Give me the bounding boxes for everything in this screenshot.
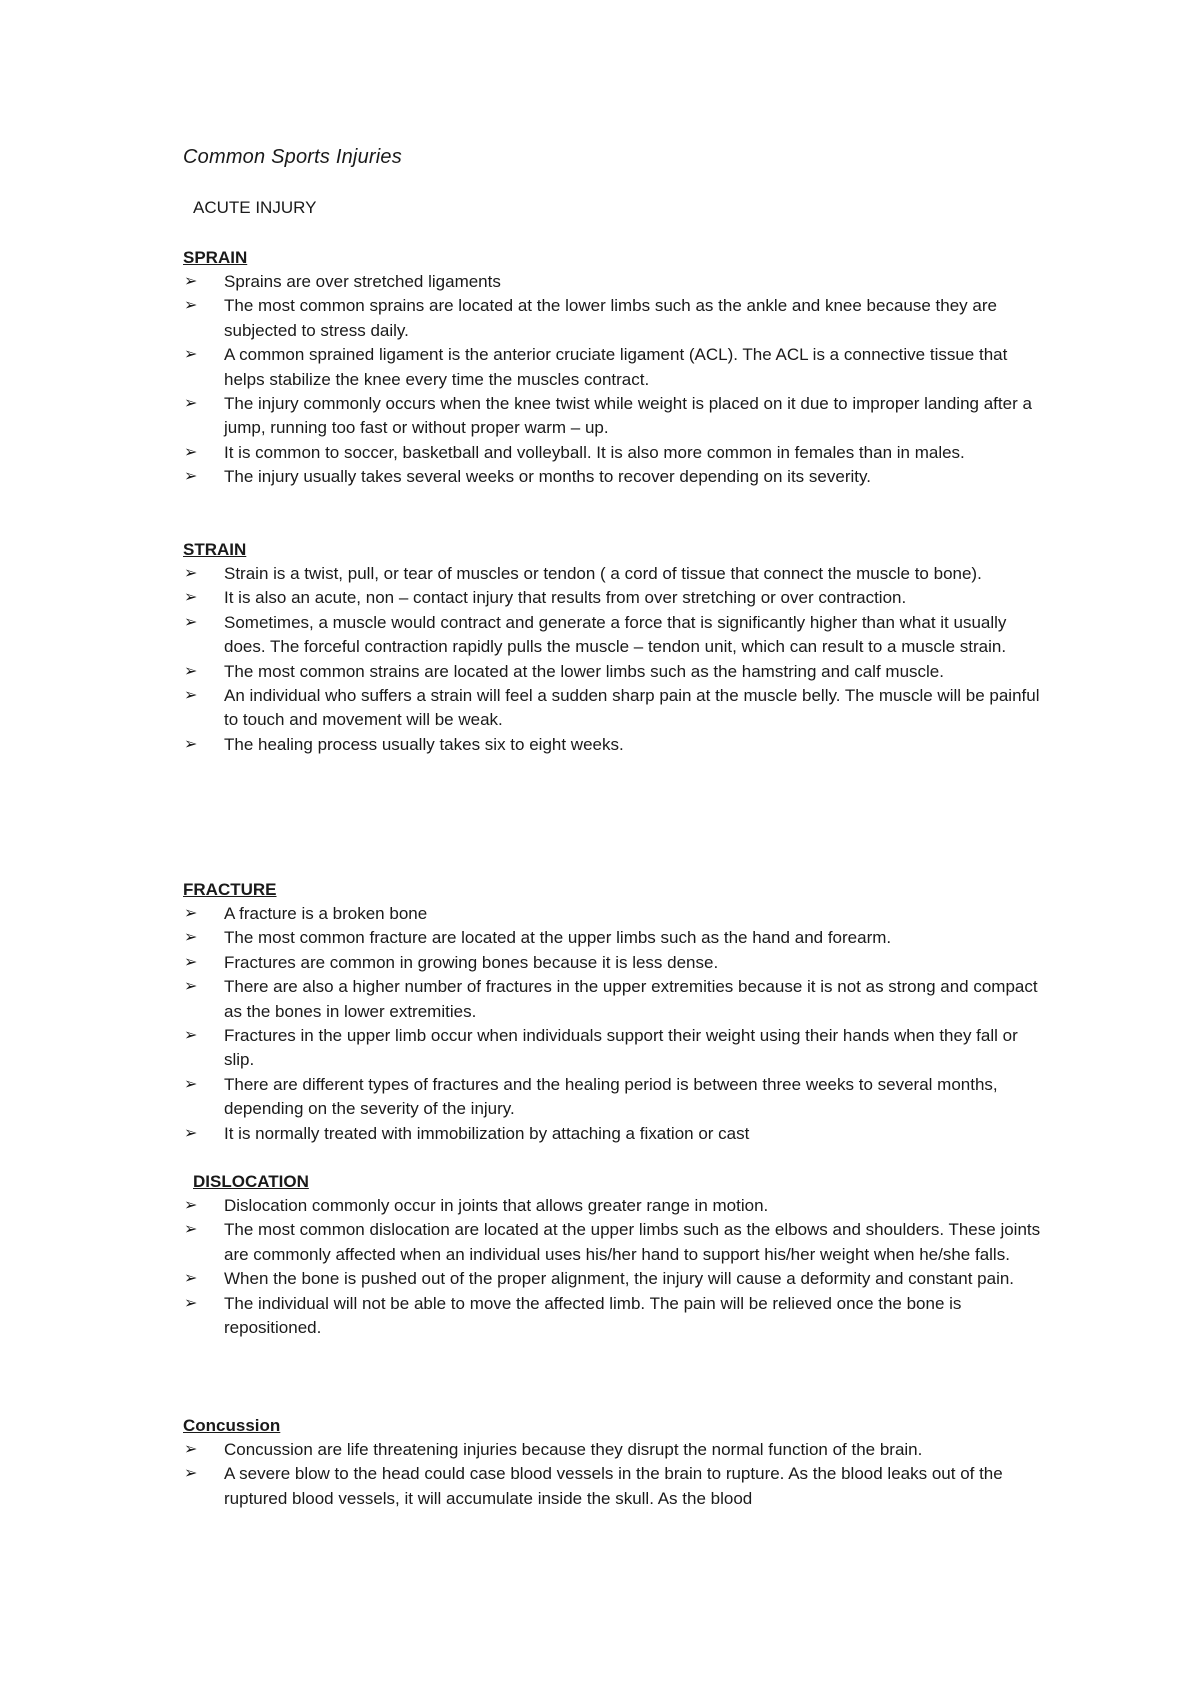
document-subtitle: ACUTE INJURY [193,198,317,217]
arrow-bullet-icon: ➢ [184,395,198,413]
list-item [183,1218,1053,1267]
list-item-text: The injury commonly occurs when the knee twist while weight is placed on it due to improper landing after a jump, running too fast or without proper warm – up. [224,394,1032,438]
list-item [183,1122,1043,1146]
arrow-bullet-icon: ➢ [184,953,198,971]
list-item-text: A fracture is a broken bone [224,904,428,923]
arrow-bullet-icon: ➢ [184,1465,198,1483]
list-item-text: The most common fracture are located at the upper limbs such as the hand and forearm. [224,928,892,948]
list-item-text: It is also an acute, non – contact injury that results from over stretching or over contraction. [224,588,907,608]
arrow-bullet-icon: ➢ [184,929,198,947]
section-heading: FRACTURE [183,880,277,899]
list-item [183,441,1043,465]
list-item-text: There are also a higher number of fractures in the upper extremities because it is not as strong and compact as the bones in lower extremities. [224,977,1038,1021]
document-title: Common Sports Injuries [183,146,402,168]
list-item [183,1462,1043,1511]
arrow-bullet-icon: ➢ [184,1027,198,1045]
list-item [183,1194,1053,1218]
list-item-text: Fractures are common in growing bones because it is less dense. [224,952,719,972]
list-item-text: Fractures in the upper limb occur when individuals support their weight using their hands when they fall or slip. [224,1026,1018,1070]
list-item-text: It is normally treated with immobilization by attaching a fixation or cast [224,1123,750,1143]
list-item [183,975,1043,1024]
list-item-text: When the bone is pushed out of the proper alignment, the injury will cause a deformity and constant pain. [224,1269,1015,1289]
bullet-list [183,562,1043,757]
arrow-bullet-icon: ➢ [184,468,198,486]
list-item-text: A severe blow to the head could case blood vessels in the brain to rupture. As the blood leaks out of the ruptured blood vessels, it will accumulate inside the skull. As the blood [224,1464,1003,1508]
arrow-bullet-icon: ➢ [184,565,198,582]
list-item [183,465,1043,489]
bullet-list [183,1438,1043,1511]
section-concussion [183,1414,1043,1511]
section-fracture [183,878,1043,1146]
list-item-text: Strain is a twist, pull, or tear of muscles or tendon ( a cord of tissue that connect the muscle to bone). [224,564,982,583]
arrow-bullet-icon: ➢ [184,1124,198,1142]
list-item-text: The most common strains are located at the lower limbs such as the hamstring and calf muscle. [224,661,944,681]
bullet-list [183,902,1043,1146]
list-item-text: It is common to soccer, basketball and volleyball. It is also more common in females than in males. [224,442,965,462]
arrow-bullet-icon: ➢ [184,443,198,461]
bullet-list [183,270,1043,490]
list-item [183,1292,1053,1341]
list-item-text: The injury usually takes several weeks or months to recover depending on its severity. [224,467,871,487]
arrow-bullet-icon: ➢ [184,589,198,607]
list-item [183,926,1043,950]
list-item [183,1438,1043,1462]
arrow-bullet-icon: ➢ [184,978,198,996]
list-item [183,1073,1043,1122]
arrow-bullet-icon: ➢ [184,273,198,290]
list-item [183,1267,1053,1291]
list-item [183,1024,1043,1073]
list-item-text: The most common dislocation are located at the upper limbs such as the elbows and shoulders. These joints are commonly affected when an individual uses his/her hand to support his/her weight when he/she falls. [224,1220,1041,1264]
list-item [183,611,1043,660]
section-heading: Concussion [183,1416,281,1435]
section-heading: STRAIN [183,540,247,559]
list-item-text: The healing process usually takes six to eight weeks. [224,734,624,754]
list-item-text: A common sprained ligament is the anterior cruciate ligament (ACL). The ACL is a connective tissue that helps stabilize the knee every time the muscles contract. [224,345,1008,389]
section-dislocation [184,1170,1053,1340]
bullet-list [183,1194,1053,1340]
arrow-bullet-icon: ➢ [184,662,198,680]
section-heading: DISLOCATION [193,1172,309,1191]
list-item [183,733,1043,757]
list-item [183,343,1043,392]
section-heading: SPRAIN [183,248,248,267]
list-item-text: The individual will not be able to move the affected limb. The pain will be relieved once the bone is repositioned. [224,1293,962,1338]
arrow-bullet-icon: ➢ [184,687,198,705]
list-item-text: Concussion are life threatening injuries because they disrupt the normal function of the brain. [224,1440,923,1459]
list-item-text: There are different types of fractures and the healing period is between three weeks to several months, depending on the severity of the injury. [224,1074,998,1119]
list-item-text: Dislocation commonly occur in joints that allows greater range in motion. [224,1196,769,1215]
arrow-bullet-icon: ➢ [184,1075,198,1093]
arrow-bullet-icon: ➢ [184,613,198,631]
arrow-bullet-icon: ➢ [184,1270,198,1288]
list-item-text: Sprains are over stretched ligaments [224,272,501,291]
arrow-bullet-icon: ➢ [184,1294,198,1312]
section-strain [183,538,1043,757]
list-item [183,270,1043,294]
list-item [183,902,1043,926]
arrow-bullet-icon: ➢ [184,735,198,753]
list-item [183,586,1043,610]
list-item [183,684,1043,733]
arrow-bullet-icon: ➢ [184,905,198,922]
list-item-text: Sometimes, a muscle would contract and generate a force that is significantly higher than what it usually does. The forceful contraction rapidly pulls the muscle – tendon unit, which can result to a muscle strain. [224,612,1007,657]
section-sprain [183,246,1043,490]
list-item [183,294,1043,343]
list-item-text: The most common sprains are located at the lower limbs such as the ankle and knee because they are subjected to stress daily. [224,296,997,340]
list-item [183,392,1043,441]
list-item-text: An individual who suffers a strain will feel a sudden sharp pain at the muscle belly. The muscle will be painful to touch and movement will be weak. [224,686,1040,730]
arrow-bullet-icon: ➢ [184,1197,198,1214]
list-item [183,562,1043,586]
arrow-bullet-icon: ➢ [184,1221,198,1239]
arrow-bullet-icon: ➢ [184,1441,198,1458]
list-item [183,951,1043,975]
arrow-bullet-icon: ➢ [184,346,198,364]
arrow-bullet-icon: ➢ [184,297,198,315]
list-item [183,660,1043,684]
